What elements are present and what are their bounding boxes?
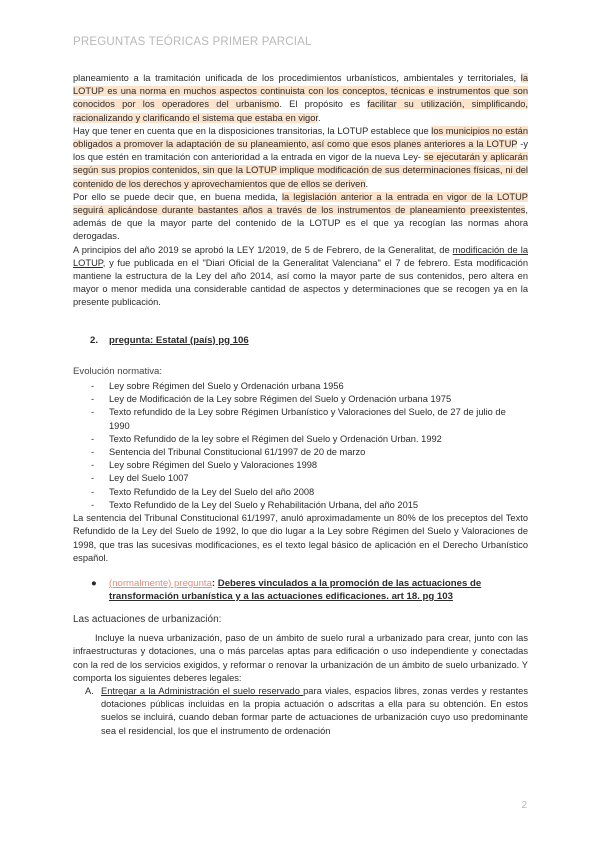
paragraph-actuaciones: Incluye la nueva urbanización, paso de un ámbito de suelo rural a urbanizado para crear, junto con las infraestructuras y dotaciones, una o más parcelas aptas para edificación o uso independiente y conectadas con la red de los servicios exigidos, y reformar o renovar la urbanización de un ámbito de suelo urbanizado. Y comporta los siguientes deberes legales: xyxy=(73,633,528,683)
highlight: se ejecutarán y aplicarán según sus propios contenidos, sin que la LOTUP implique modificación de sus determinaciones físicas, ni del contenido de los derechos y aprovechamientos que de ellos se deriven xyxy=(73,152,528,189)
page-number: 2 xyxy=(521,800,527,811)
list-item: - Texto refundido de la Ley sobre Régimen Urbanístico y Valoraciones del Suelo, de 27 de julio de 1990 xyxy=(91,406,528,432)
list-label: A. xyxy=(85,685,94,696)
text-run: . xyxy=(365,178,369,189)
list-item: - Texto Refundido de la Ley del Suelo del año 2008 xyxy=(91,486,528,499)
section-heading-estatal xyxy=(90,334,528,347)
list-item: - Sentencia del Tribunal Constitucional 61/1997 de 20 de marzo xyxy=(91,446,528,459)
text-run: -y los que estén en tramitación con anterioridad a la entrada en vigor de la nueva Ley- xyxy=(73,139,528,163)
bullet-heading-deberes xyxy=(91,577,528,603)
list-item: - Ley de Modificación de la Ley sobre Régimen del Suelo y Ordenación urbana 1975 xyxy=(91,393,528,406)
list-item: - Ley sobre Régimen del Suelo y Valoraciones 1998 xyxy=(91,459,528,472)
bullet-prefix: (normalmente) pregunta xyxy=(109,577,212,589)
text-run: Por ello se puede decir que, en buena medida, xyxy=(73,191,282,202)
bullet-colon: : xyxy=(211,577,218,589)
document-body xyxy=(73,72,528,738)
list-item-a xyxy=(73,685,528,738)
text-run: para viales, espacios libres, zonas verdes y restantes dotaciones públicas incluidas en la propia actuación o adscritas a ella para su obtención. En estos suelos se incluirá, cuando deban formar parte de actuaciones de urbanización cuyo uso predominante sea el residencial, los que el instrumento de ordenación xyxy=(101,685,529,736)
paragraph-ley-2019 xyxy=(73,244,528,310)
bullet-dot-icon: ● xyxy=(91,577,97,589)
text-run: planeamiento a la tramitación unificada de los procedimientos urbanísticos, ambientales y territoriales, xyxy=(73,73,521,83)
paragraph-lotup-intro xyxy=(73,72,528,125)
text-run: . xyxy=(317,112,321,123)
text-run: . El propósito es xyxy=(279,99,368,110)
list-item: - Texto Refundido de la ley sobre el Régimen del Suelo y Ordenación Urban. 1992 xyxy=(91,433,528,446)
list-item: - Ley del Suelo 1007 xyxy=(91,472,528,485)
paragraph-transitional xyxy=(73,125,528,191)
list-item: - Ley sobre Régimen del Suelo y Ordenación urbana 1956 xyxy=(91,380,528,393)
highlight: los municipios no están obligados a promover la adaptación de su planeamiento, así como que esos planes anteriores a la LOTUP xyxy=(73,125,528,150)
text-run: Hay que tener en cuenta que en la disposiciones transitorias, la LOTUP establece que xyxy=(73,125,432,136)
text-run: , además de que la mayor parte del contenido de la LOTUP es el que ya recogían las normas ahora derogadas. xyxy=(73,205,528,242)
evolution-intro: Evolución normativa: xyxy=(73,365,163,377)
paragraph-sentencia: La sentencia del Tribunal Constitucional 61/1997, anuló aproximadamente un 80% de los preceptos del Texto Refundido de la Ley del Suelo de 1992, lo que dio lugar a la Ley sobre Régimen del Suelo y Valoraciones de 1998, que tras las sucesivas modificaciones, es el texto legal básico de aplicación en el Derecho Urbanístico español. xyxy=(73,513,528,563)
page-header-title: PREGUNTAS TEÓRICAS PRIMER PARCIAL xyxy=(73,36,312,48)
list-item: - Texto Refundido de la Ley del Suelo y Rehabilitación Urbana, del año 2015 xyxy=(91,499,528,512)
bullet-title-text: Deberes vinculados a la promoción de las actuaciones de transformación urbanística y a las actuaciones edificaciones. art 18. pg 103 xyxy=(109,577,482,602)
section-title-text: pregunta: Estatal (país) pg 106 xyxy=(109,334,249,346)
underlined-text: modificación de la LOTUP xyxy=(73,244,529,268)
highlight: la LOTUP es una norma en muchos aspectos continuista con los conceptos, técnicas e instrumentos que son conocidos por los operadores del urbanismo xyxy=(73,73,528,110)
text-run: , y fue publicada en el "Diari Oficial de la Generalitat Valenciana" el 7 de febrero. Esta modificación mantiene la estructura de la Ley del año 2014, así como la mayor parte de sus contenidos, pero altera en mayor o menor medida una considerable cantidad de aspectos y determinaciones que se recogen ya en la presente publicación. xyxy=(73,257,528,308)
section-number: 2. xyxy=(90,334,99,346)
text-run: A principios del año 2019 se aprobó la LEY 1/2019, de 5 de Febrero, de la Generalitat, de xyxy=(73,244,453,255)
actuaciones-heading: Las actuaciones de urbanización: xyxy=(73,613,222,625)
highlight: la legislación anterior a la entrada en vigor de la LOTUP seguirá aplicándose durante bastantes años a través de los instrumentos de planeamiento preexistentes xyxy=(73,191,528,216)
underlined-text: Entregar a la Administración el suelo reservado xyxy=(101,685,304,696)
paragraph-previous-legislation xyxy=(73,191,528,244)
evolution-list xyxy=(73,380,528,512)
highlight: facilitar su utilización, simplificando, racionalizando y clarificando el sistema que estaba en vigor xyxy=(73,99,529,123)
